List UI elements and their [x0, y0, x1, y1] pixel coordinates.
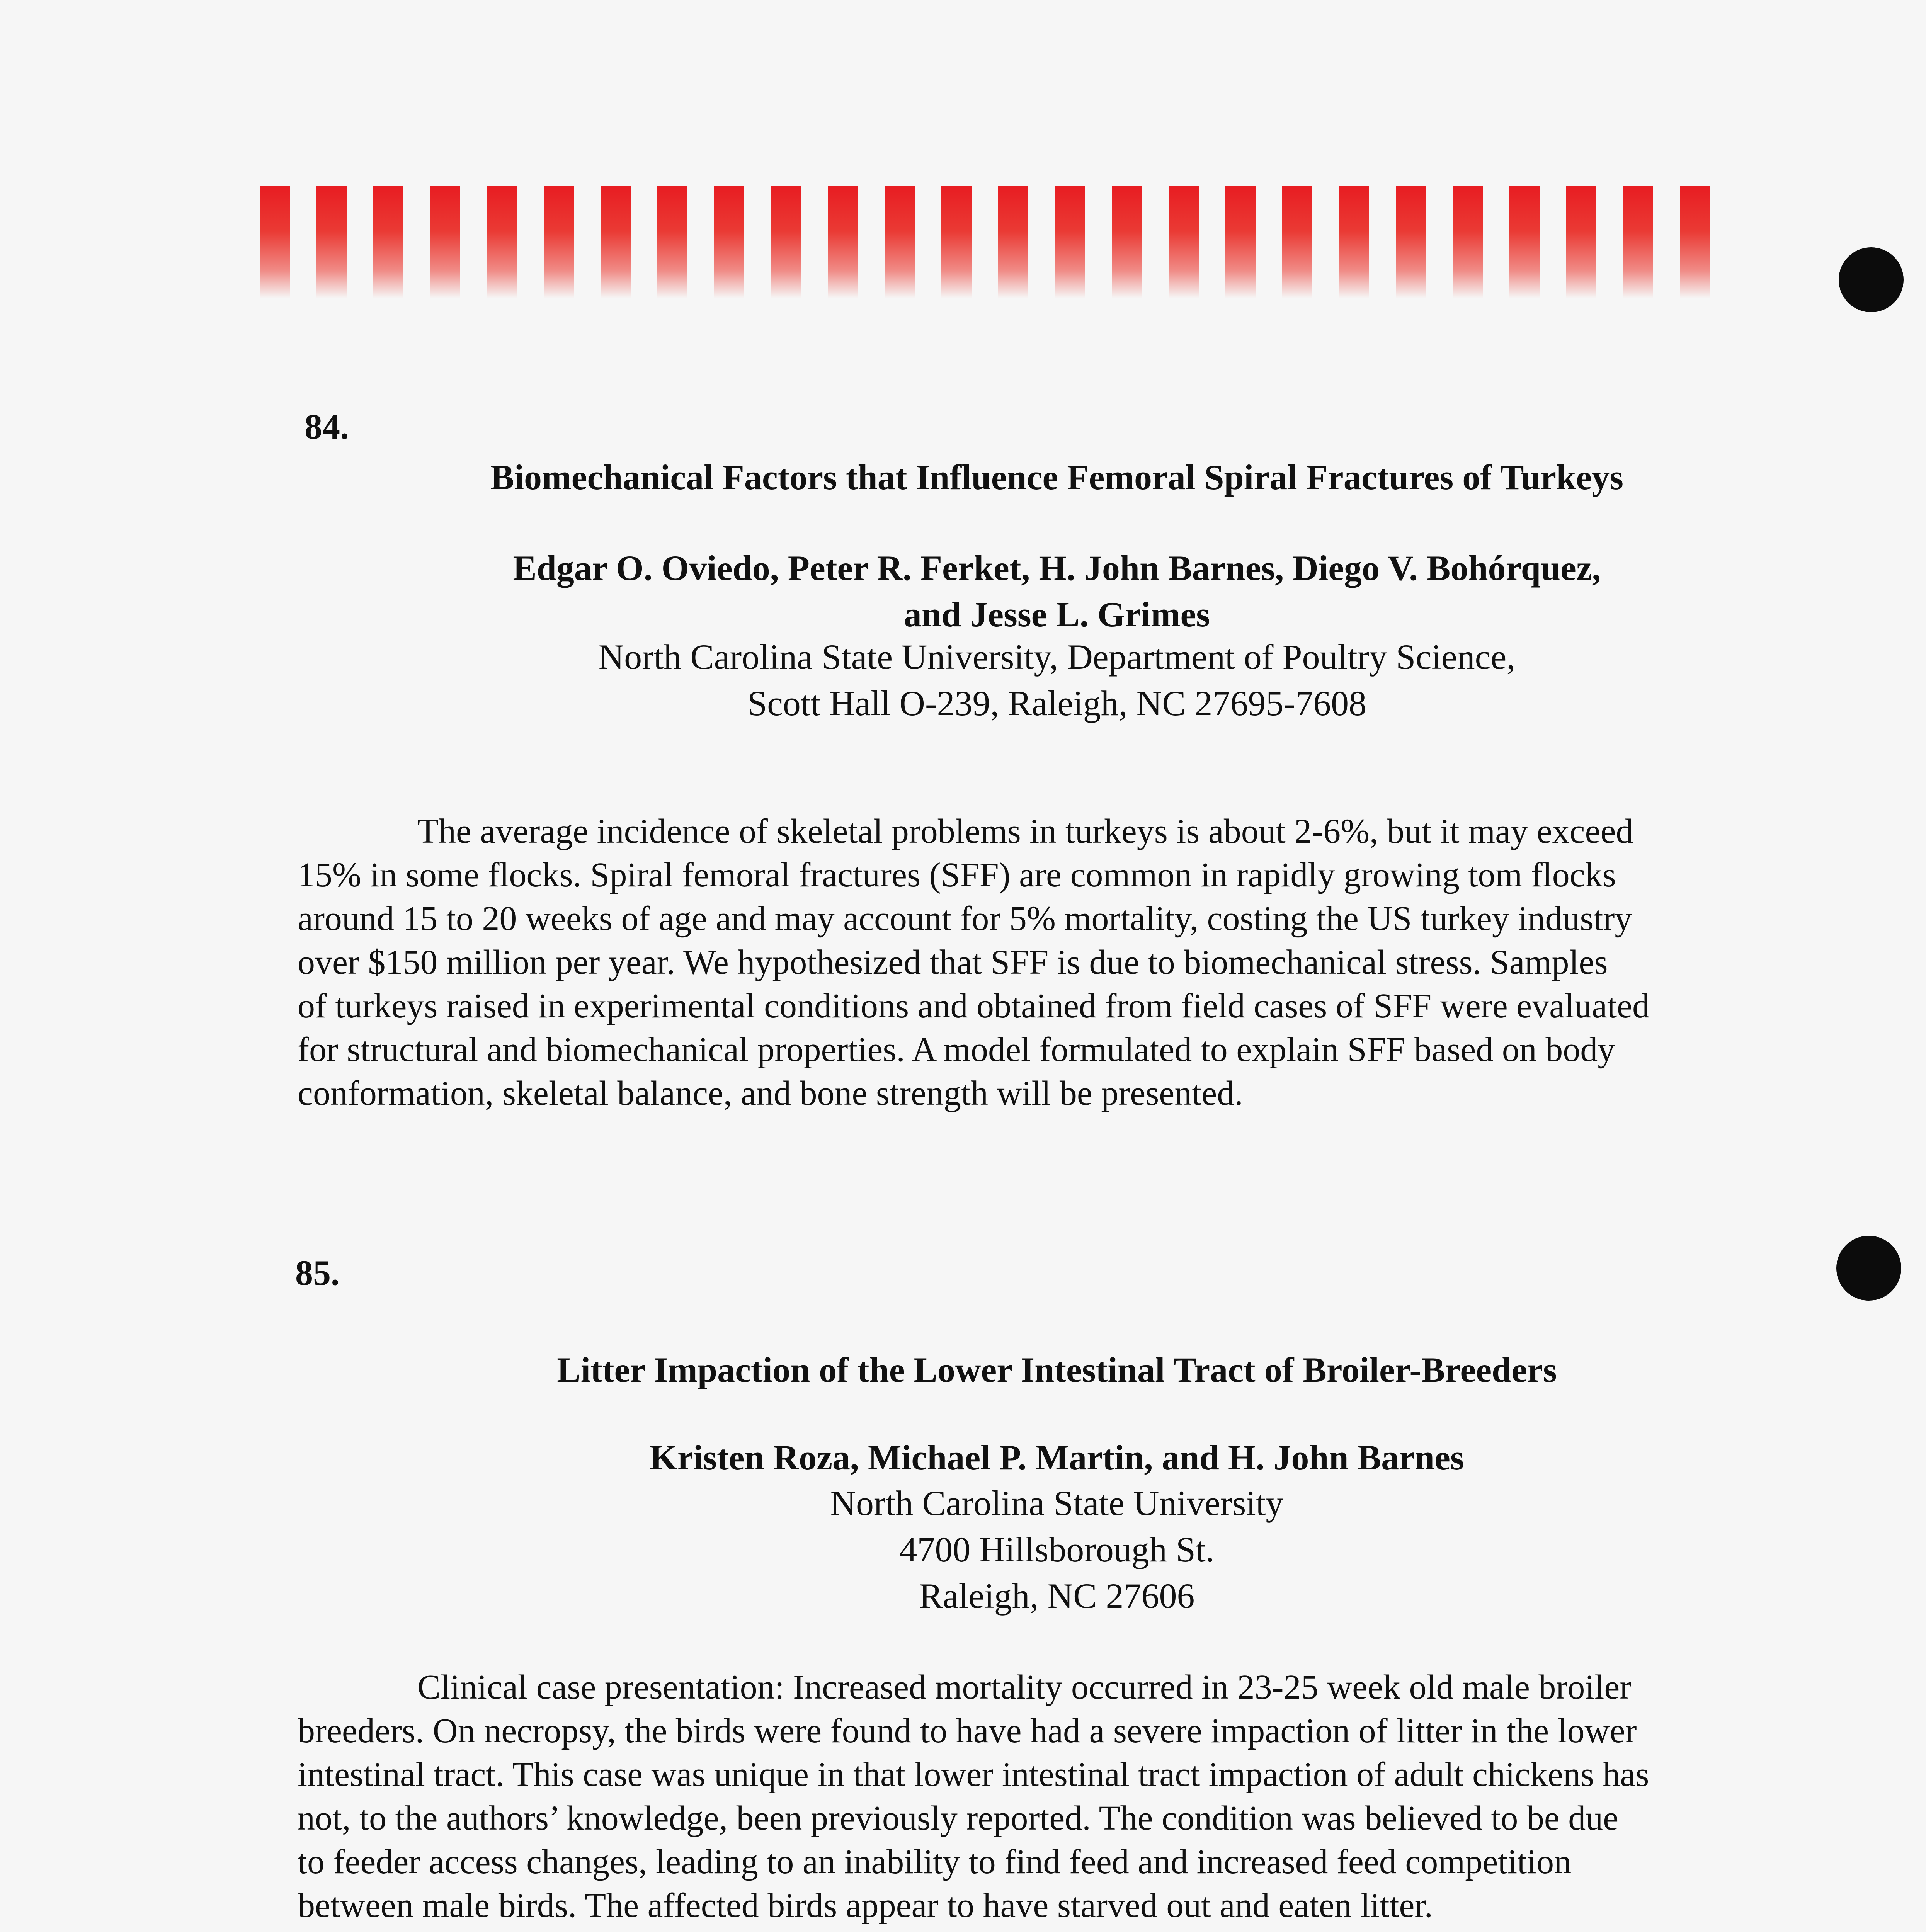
body-line: The average incidence of skeletal problems in turkeys is about 2-6%, but it may exceed: [417, 812, 1633, 850]
author-line: Kristen Roza, Michael P. Martin, and H. John Barnes: [650, 1438, 1464, 1477]
header-bar: [544, 186, 574, 298]
header-bar: [260, 186, 290, 298]
body-line: between male birds. The affected birds appear to have starved out and eaten litter.: [298, 1886, 1433, 1925]
header-bar: [771, 186, 801, 298]
body-line: around 15 to 20 weeks of age and may account for 5% mortality, costing the US turkey industry: [298, 900, 1632, 938]
body-line: Clinical case presentation: Increased mortality occurred in 23-25 week old male broiler: [417, 1668, 1632, 1706]
abstract-authors: [294, 1434, 1820, 1481]
header-bar: [1623, 186, 1653, 298]
header-bar: [1339, 186, 1369, 298]
header-bar: [1396, 186, 1426, 298]
body-line: 15% in some flocks. Spiral femoral fractures (SFF) are common in rapidly growing tom flocks: [298, 856, 1616, 894]
abstract-title: Biomechanical Factors that Influence Femoral Spiral Fractures of Turkeys: [490, 457, 1623, 497]
header-bar: [487, 186, 517, 298]
header-bar: [430, 186, 460, 298]
affiliation-line: North Carolina State University: [830, 1483, 1284, 1523]
header-bar: [714, 186, 744, 298]
header-bar: [828, 186, 858, 298]
abstract-title: Litter Impaction of the Lower Intestinal Tract of Broiler-Breeders: [557, 1350, 1557, 1389]
header-bar: [1169, 186, 1199, 298]
abstract-affiliation: [294, 634, 1820, 726]
header-bar: [1225, 186, 1256, 298]
affiliation-line: Scott Hall O-239, Raleigh, NC 27695-7608: [747, 684, 1367, 723]
abstract-body: [298, 810, 1797, 1115]
affiliation-line: Raleigh, NC 27606: [919, 1576, 1195, 1616]
abstract-number: 84.: [305, 407, 349, 446]
abstract-body: [298, 1665, 1797, 1927]
header-bar: [1509, 186, 1540, 298]
body-line: over $150 million per year. We hypothesized that SFF is due to biomechanical stress. Samples: [298, 943, 1608, 981]
header-bar: [998, 186, 1028, 298]
header-bar: [657, 186, 687, 298]
header-bar: [1282, 186, 1312, 298]
body-line: for structural and biomechanical properties. A model formulated to explain SFF based on body: [298, 1031, 1615, 1069]
affiliation-line: North Carolina State University, Department of Poultry Science,: [598, 637, 1516, 677]
header-bar: [1112, 186, 1142, 298]
header-bar: [601, 186, 631, 298]
affiliation-line: 4700 Hillsborough St.: [899, 1530, 1215, 1569]
header-bar: [1055, 186, 1085, 298]
header-bar: [316, 186, 347, 298]
binder-hole: [1836, 1236, 1901, 1301]
header-bar: [885, 186, 915, 298]
binder-hole: [1839, 247, 1904, 312]
header-bar: [1680, 186, 1710, 298]
body-line: not, to the authors’ knowledge, been previously reported. The condition was believed to be due: [298, 1799, 1619, 1837]
header-bar: [1453, 186, 1483, 298]
header-bars: [260, 186, 1734, 298]
header-bar: [1566, 186, 1596, 298]
header-bar: [373, 186, 403, 298]
body-line: intestinal tract. This case was unique in that lower intestinal tract impaction of adult chickens has: [298, 1755, 1649, 1794]
author-line: Edgar O. Oviedo, Peter R. Ferket, H. John Barnes, Diego V. Bohórquez,: [513, 548, 1601, 588]
header-bar: [941, 186, 972, 298]
body-line: conformation, skeletal balance, and bone strength will be presented.: [298, 1074, 1243, 1112]
body-line: of turkeys raised in experimental conditions and obtained from field cases of SFF were evaluated: [298, 987, 1650, 1025]
author-line: and Jesse L. Grimes: [903, 595, 1210, 634]
body-line: breeders. On necropsy, the birds were found to have had a severe impaction of litter in the lower: [298, 1712, 1637, 1750]
body-line: to feeder access changes, leading to an inability to find feed and increased feed competition: [298, 1843, 1572, 1881]
abstract-number: 85.: [295, 1253, 340, 1293]
abstract-affiliation: [294, 1480, 1820, 1619]
abstract-authors: [294, 545, 1820, 638]
